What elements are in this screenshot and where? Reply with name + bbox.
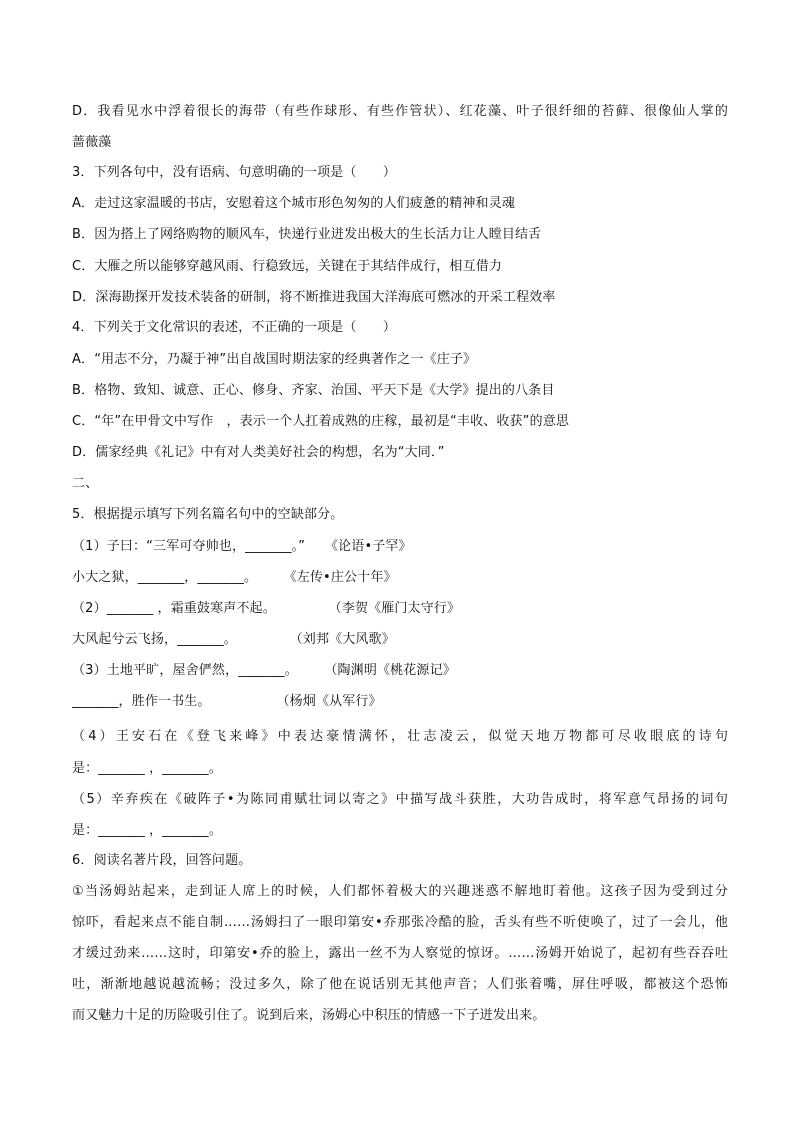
question-6-stem: 6．阅读名著片段，回答问题。 (72, 853, 252, 868)
question-5-stem: 5．根据提示填写下列名篇名句中的空缺部分。 (72, 507, 344, 522)
q4-option-d: D．儒家经典《礼记》中有对人类美好社会的构想，名为“大同．” (72, 445, 445, 460)
q5-item-1-line2: 小大之狱，_______，_______。 《左传•庄公十年》 (72, 570, 397, 585)
q3-option-b: B．因为搭上了网络购物的顺风车，快递行业迸发出极大的生长活力让人瞠目结舌 (72, 227, 542, 242)
q2-option-d-line1: D．我看见水中浮着很长的海带（有些作球形、有些作管状）、红花藻、叶子很纤细的苔藓、很像仙人掌的 (72, 104, 728, 119)
q5-item-2-line2: 大风起兮云飞扬，_______。 （刘邦《大风歌》 (72, 632, 395, 647)
q6-passage-line2: 惊吓，看起来点不能自制……汤姆扫了一眼印第安•乔那张冷酷的脸，舌头有些不听使唤了，过了一会儿，他 (72, 915, 728, 930)
q6-passage-line3: 才缓过劲来……这时，印第安•乔的脸上，露出一丝不为人察觉的惊讶。……汤姆开始说了，起初有些吞吞吐 (72, 946, 728, 961)
q3-option-c: C．大雁之所以能够穿越风雨、行稳致远，关键在于其结伴成行，相互借力 (72, 259, 503, 274)
q5-item-3-line2: _______，胜作一书生。 （杨炯《从军行》 (72, 694, 382, 709)
q5-item-3-line1: （3）土地平旷，屋舍俨然，_______。 （陶渊明《桃花源记》 (72, 663, 456, 678)
q5-item-1-line1: （1）子曰：“三军可夺帅也，_______。” 《论语•子罕》 (72, 539, 412, 554)
q4-option-b: B．格物、致知、诚意、正心、修身、齐家、治国、平天下是《大学》提出的八条目 (72, 383, 555, 398)
q6-passage-line1: ①当汤姆站起来，走到证人席上的时候，人们都怀着极大的兴趣迷惑不解地盯着他。这孩子因为受到过分 (72, 884, 728, 899)
question-4-stem: 4．下列关于文化常识的表述，不正确的一项是（ ） (72, 320, 397, 335)
q6-passage-line5: 而又魅力十足的历险吸引住了。说到后来，汤姆心中积压的情感一下子迸发出来。 (72, 1008, 546, 1023)
q5-item-2-line1: （2）_______ ，霜重鼓寒声不起。 （李贺《雁门太守行》 (72, 601, 461, 616)
q5-item-4-line2: 是：_______ ，_______。 (72, 761, 222, 776)
q5-item-5-line1: （5）辛弃疾在《破阵子•为陈同甫赋壮词以寄之》中描写战斗获胜，大功告成时，将军意气昂扬的词句 (72, 792, 728, 807)
q3-option-d: D．深海勘探开发技术装备的研制，将不断推进我国大洋海底可燃冰的开采工程效率 (72, 290, 556, 305)
q4-option-c: C．“年”在甲骨文中写作 ，表示一个人扛着成熟的庄稼，最初是“丰收、收获”的意思 (72, 414, 570, 429)
question-3-stem: 3．下列各句中，没有语病、句意明确的一项是（ ） (72, 165, 397, 180)
section-2-heading: 二、 (72, 476, 99, 491)
q3-option-a: A．走过这家温暖的书店，安慰着这个城市形色匆匆的人们疲惫的精神和灵魂 (72, 196, 515, 211)
q5-item-4-line1: （4）王安石在《登飞来峰》中表达豪情满怀，壮志凌云，似觉天地万物都可尽收眼底的诗句 (72, 729, 728, 744)
q4-option-a: A．“用志不分，乃凝于神”出自战国时期法家的经典著作之一《庄子》 (72, 352, 477, 367)
q2-option-d-line2: 蔷薇藻 (72, 135, 112, 150)
q5-item-5-line2: 是：_______ ，_______。 (72, 823, 222, 838)
q6-passage-line4: 吐，渐渐地越说越流畅；没过多久，除了他在说话别无其他声音；人们张着嘴，屏住呼吸，都被这个恐怖 (72, 977, 728, 992)
